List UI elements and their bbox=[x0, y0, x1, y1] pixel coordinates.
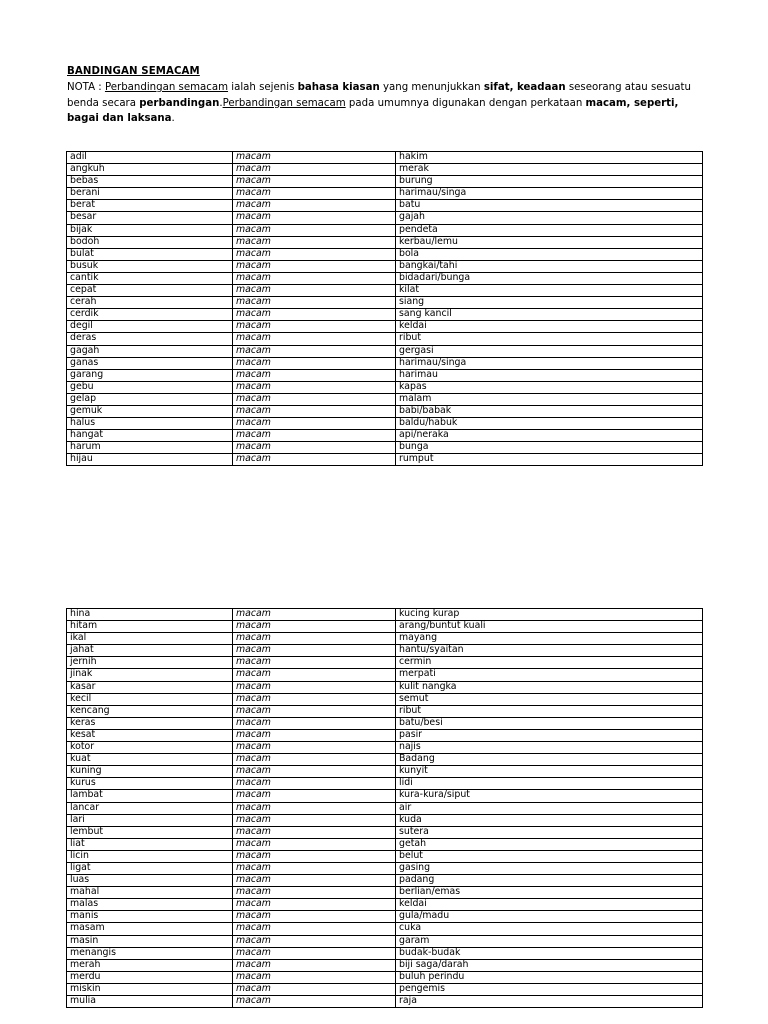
word-cell: keras bbox=[67, 717, 233, 729]
table-row bbox=[67, 729, 703, 741]
word-cell: hitam bbox=[67, 621, 233, 633]
word-cell: ikal bbox=[67, 633, 233, 645]
comparator-cell: macam bbox=[233, 826, 396, 838]
comparator-cell: macam bbox=[233, 705, 396, 717]
comparator-cell: macam bbox=[233, 802, 396, 814]
word-cell: cantik bbox=[67, 272, 233, 284]
comparator-cell: macam bbox=[233, 260, 396, 272]
simile-cell: bola bbox=[396, 248, 703, 260]
word-cell: cerdik bbox=[67, 309, 233, 321]
word-cell: miskin bbox=[67, 983, 233, 995]
table-row bbox=[67, 742, 703, 754]
word-cell: manis bbox=[67, 911, 233, 923]
document-heading: BANDINGAN SEMACAM bbox=[67, 66, 200, 77]
word-cell: jahat bbox=[67, 645, 233, 657]
word-cell: merdu bbox=[67, 971, 233, 983]
simile-cell: semut bbox=[396, 693, 703, 705]
note-text-2: yang menunjukkan bbox=[379, 82, 484, 93]
simile-cell: sang kancil bbox=[396, 309, 703, 321]
simile-cell: batu bbox=[396, 200, 703, 212]
word-cell: bulat bbox=[67, 248, 233, 260]
simile-cell: api/neraka bbox=[396, 430, 703, 442]
word-cell: ganas bbox=[67, 357, 233, 369]
simile-cell: biji saga/darah bbox=[396, 959, 703, 971]
simile-cell: buluh perindu bbox=[396, 971, 703, 983]
word-cell: harum bbox=[67, 442, 233, 454]
word-cell: hina bbox=[67, 609, 233, 621]
word-cell: garang bbox=[67, 369, 233, 381]
word-cell: kurus bbox=[67, 778, 233, 790]
table-row bbox=[67, 862, 703, 874]
word-cell: mahal bbox=[67, 887, 233, 899]
comparator-cell: macam bbox=[233, 309, 396, 321]
comparator-cell: macam bbox=[233, 430, 396, 442]
table-row bbox=[67, 693, 703, 705]
table-row bbox=[67, 369, 703, 381]
table-row bbox=[67, 260, 703, 272]
comparator-cell: macam bbox=[233, 272, 396, 284]
table-row bbox=[67, 272, 703, 284]
simile-cell: ribut bbox=[396, 333, 703, 345]
simile-cell: garam bbox=[396, 935, 703, 947]
comparator-cell: macam bbox=[233, 321, 396, 333]
simile-cell: cermin bbox=[396, 657, 703, 669]
note-bold-3: perbandingan bbox=[139, 97, 220, 109]
comparator-cell: macam bbox=[233, 405, 396, 417]
simile-cell: siang bbox=[396, 297, 703, 309]
comparator-cell: macam bbox=[233, 971, 396, 983]
word-cell: degil bbox=[67, 321, 233, 333]
simile-cell: sutera bbox=[396, 826, 703, 838]
word-cell: gagah bbox=[67, 345, 233, 357]
note-bold-1: bahasa kiasan bbox=[297, 82, 380, 93]
word-cell: busuk bbox=[67, 260, 233, 272]
comparator-cell: macam bbox=[233, 657, 396, 669]
simile-cell: burung bbox=[396, 176, 703, 188]
simile-cell: harimau/singa bbox=[396, 357, 703, 369]
comparator-cell: macam bbox=[233, 297, 396, 309]
comparator-cell: macam bbox=[233, 418, 396, 430]
simile-cell: bangkai/tahi bbox=[396, 260, 703, 272]
comparator-cell: macam bbox=[233, 717, 396, 729]
table-row bbox=[67, 393, 703, 405]
comparator-cell: macam bbox=[233, 947, 396, 959]
comparator-cell: macam bbox=[233, 983, 396, 995]
simile-cell: hantu/syaitan bbox=[396, 645, 703, 657]
table-row bbox=[67, 681, 703, 693]
table-row bbox=[67, 850, 703, 862]
comparator-cell: macam bbox=[233, 754, 396, 766]
simile-cell: hakim bbox=[396, 152, 703, 164]
word-cell: angkuh bbox=[67, 164, 233, 176]
word-cell: halus bbox=[67, 418, 233, 430]
table-row bbox=[67, 442, 703, 454]
simile-cell: rumput bbox=[396, 454, 703, 466]
table-row bbox=[67, 983, 703, 995]
word-cell: luas bbox=[67, 875, 233, 887]
comparator-cell: macam bbox=[233, 345, 396, 357]
word-cell: gelap bbox=[67, 393, 233, 405]
comparator-cell: macam bbox=[233, 935, 396, 947]
simile-cell: berlian/emas bbox=[396, 887, 703, 899]
simile-cell: batu/besi bbox=[396, 717, 703, 729]
comparator-cell: macam bbox=[233, 369, 396, 381]
simile-cell: gergasi bbox=[396, 345, 703, 357]
table-row bbox=[67, 826, 703, 838]
simile-cell: pendeta bbox=[396, 224, 703, 236]
table-row bbox=[67, 200, 703, 212]
comparator-cell: macam bbox=[233, 236, 396, 248]
word-cell: masam bbox=[67, 923, 233, 935]
table-row bbox=[67, 357, 703, 369]
simile-cell: getah bbox=[396, 838, 703, 850]
note-text-3: seseorang atau sesuatu benda secara bbox=[67, 82, 692, 109]
comparator-cell: macam bbox=[233, 454, 396, 466]
table-row bbox=[67, 152, 703, 164]
note-text-1: ialah sejenis bbox=[228, 82, 298, 93]
simile-cell: ribut bbox=[396, 705, 703, 717]
comparator-cell: macam bbox=[233, 212, 396, 224]
note-term-1: Perbandingan semacam bbox=[104, 82, 229, 93]
simile-cell: air bbox=[396, 802, 703, 814]
note-text-5: pada umumnya digunakan dengan perkataan bbox=[345, 97, 586, 109]
comparator-cell: macam bbox=[233, 200, 396, 212]
table-row bbox=[67, 333, 703, 345]
simile-cell: merpati bbox=[396, 669, 703, 681]
word-cell: bodoh bbox=[67, 236, 233, 248]
simile-cell: cuka bbox=[396, 923, 703, 935]
table-row bbox=[67, 176, 703, 188]
comparator-cell: macam bbox=[233, 248, 396, 260]
table-row bbox=[67, 754, 703, 766]
table-row bbox=[67, 224, 703, 236]
table-row bbox=[67, 717, 703, 729]
simile-cell: merak bbox=[396, 164, 703, 176]
table-row bbox=[67, 212, 703, 224]
simile-cell: mayang bbox=[396, 633, 703, 645]
simile-cell: keldai bbox=[396, 321, 703, 333]
simile-cell: lidi bbox=[396, 778, 703, 790]
word-cell: berat bbox=[67, 200, 233, 212]
word-cell: jinak bbox=[67, 669, 233, 681]
word-cell: besar bbox=[67, 212, 233, 224]
word-cell: licin bbox=[67, 850, 233, 862]
table-row bbox=[67, 911, 703, 923]
comparator-cell: macam bbox=[233, 996, 396, 1008]
word-cell: gebu bbox=[67, 381, 233, 393]
note-bold-4: macam, seperti, bagai dan laksana bbox=[67, 97, 679, 124]
comparator-cell: macam bbox=[233, 814, 396, 826]
simile-cell: babi/babak bbox=[396, 405, 703, 417]
table-row bbox=[67, 899, 703, 911]
word-cell: lari bbox=[67, 814, 233, 826]
table-row bbox=[67, 430, 703, 442]
word-cell: adil bbox=[67, 152, 233, 164]
note-text-6: . bbox=[171, 113, 175, 124]
table-row bbox=[67, 947, 703, 959]
word-cell: bijak bbox=[67, 224, 233, 236]
word-cell: gemuk bbox=[67, 405, 233, 417]
word-cell: menangis bbox=[67, 947, 233, 959]
table-row bbox=[67, 838, 703, 850]
table-row bbox=[67, 454, 703, 466]
word-cell: malas bbox=[67, 899, 233, 911]
comparator-cell: macam bbox=[233, 742, 396, 754]
note-term-2: Perbandingan semacam bbox=[222, 97, 346, 109]
simile-cell: Badang bbox=[396, 754, 703, 766]
comparator-cell: macam bbox=[233, 766, 396, 778]
comparator-cell: macam bbox=[233, 633, 396, 645]
comparator-cell: macam bbox=[233, 609, 396, 621]
table-row bbox=[67, 887, 703, 899]
word-cell: cepat bbox=[67, 285, 233, 297]
simile-cell: kucing kurap bbox=[396, 609, 703, 621]
simile-cell: kulit nangka bbox=[396, 681, 703, 693]
comparator-cell: macam bbox=[233, 887, 396, 899]
note-text-4: . bbox=[219, 97, 223, 109]
note-paragraph bbox=[67, 80, 707, 127]
comparator-cell: macam bbox=[233, 899, 396, 911]
comparator-cell: macam bbox=[233, 778, 396, 790]
simile-cell: najis bbox=[396, 742, 703, 754]
comparator-cell: macam bbox=[233, 333, 396, 345]
simile-cell: kura-kura/siput bbox=[396, 790, 703, 802]
table-row bbox=[67, 236, 703, 248]
comparison-table-1 bbox=[66, 151, 703, 466]
simile-cell: belut bbox=[396, 850, 703, 862]
table-row bbox=[67, 633, 703, 645]
table-row bbox=[67, 164, 703, 176]
table-row bbox=[67, 248, 703, 260]
word-cell: kuat bbox=[67, 754, 233, 766]
word-cell: kotor bbox=[67, 742, 233, 754]
comparator-cell: macam bbox=[233, 959, 396, 971]
comparator-cell: macam bbox=[233, 669, 396, 681]
word-cell: ligat bbox=[67, 862, 233, 874]
word-cell: hangat bbox=[67, 430, 233, 442]
word-cell: lembut bbox=[67, 826, 233, 838]
simile-cell: kunyit bbox=[396, 766, 703, 778]
simile-cell: arang/buntut kuali bbox=[396, 621, 703, 633]
table-row bbox=[67, 188, 703, 200]
table-row bbox=[67, 405, 703, 417]
simile-cell: bidadari/bunga bbox=[396, 272, 703, 284]
note-prefix: NOTA : bbox=[67, 82, 105, 93]
table-row bbox=[67, 285, 703, 297]
comparator-cell: macam bbox=[233, 862, 396, 874]
table-row bbox=[67, 778, 703, 790]
simile-cell: pengemis bbox=[396, 983, 703, 995]
simile-cell: kilat bbox=[396, 285, 703, 297]
comparator-cell: macam bbox=[233, 152, 396, 164]
word-cell: kuning bbox=[67, 766, 233, 778]
simile-cell: harimau bbox=[396, 369, 703, 381]
simile-cell: keldai bbox=[396, 899, 703, 911]
comparator-cell: macam bbox=[233, 850, 396, 862]
word-cell: merah bbox=[67, 959, 233, 971]
table-row bbox=[67, 321, 703, 333]
table-row bbox=[67, 814, 703, 826]
comparator-cell: macam bbox=[233, 176, 396, 188]
table-row bbox=[67, 790, 703, 802]
table-row bbox=[67, 297, 703, 309]
word-cell: lambat bbox=[67, 790, 233, 802]
word-cell: kencang bbox=[67, 705, 233, 717]
table-row bbox=[67, 657, 703, 669]
table-row bbox=[67, 345, 703, 357]
table-row bbox=[67, 645, 703, 657]
comparator-cell: macam bbox=[233, 188, 396, 200]
word-cell: kesat bbox=[67, 729, 233, 741]
comparator-cell: macam bbox=[233, 693, 396, 705]
table-row bbox=[67, 418, 703, 430]
comparator-cell: macam bbox=[233, 923, 396, 935]
word-cell: lancar bbox=[67, 802, 233, 814]
comparator-cell: macam bbox=[233, 681, 396, 693]
table-row bbox=[67, 609, 703, 621]
table-row bbox=[67, 309, 703, 321]
note-bold-2: sifat, keadaan bbox=[483, 82, 566, 93]
comparator-cell: macam bbox=[233, 164, 396, 176]
comparator-cell: macam bbox=[233, 285, 396, 297]
word-cell: hijau bbox=[67, 454, 233, 466]
word-cell: kasar bbox=[67, 681, 233, 693]
comparator-cell: macam bbox=[233, 224, 396, 236]
table-row bbox=[67, 802, 703, 814]
comparator-cell: macam bbox=[233, 442, 396, 454]
comparator-cell: macam bbox=[233, 875, 396, 887]
simile-cell: budak-budak bbox=[396, 947, 703, 959]
simile-cell: kuda bbox=[396, 814, 703, 826]
comparator-cell: macam bbox=[233, 838, 396, 850]
simile-cell: padang bbox=[396, 875, 703, 887]
word-cell: liat bbox=[67, 838, 233, 850]
simile-cell: harimau/singa bbox=[396, 188, 703, 200]
table-row bbox=[67, 705, 703, 717]
comparator-cell: macam bbox=[233, 393, 396, 405]
comparator-cell: macam bbox=[233, 790, 396, 802]
simile-cell: gajah bbox=[396, 212, 703, 224]
simile-cell: kerbau/lemu bbox=[396, 236, 703, 248]
simile-cell: kapas bbox=[396, 381, 703, 393]
comparator-cell: macam bbox=[233, 621, 396, 633]
word-cell: mulia bbox=[67, 996, 233, 1008]
word-cell: jernih bbox=[67, 657, 233, 669]
table-row bbox=[67, 971, 703, 983]
comparator-cell: macam bbox=[233, 381, 396, 393]
word-cell: kecil bbox=[67, 693, 233, 705]
table-row bbox=[67, 959, 703, 971]
simile-cell: bunga bbox=[396, 442, 703, 454]
comparator-cell: macam bbox=[233, 911, 396, 923]
table-row bbox=[67, 875, 703, 887]
comparator-cell: macam bbox=[233, 729, 396, 741]
word-cell: cerah bbox=[67, 297, 233, 309]
word-cell: bebas bbox=[67, 176, 233, 188]
comparison-table-2 bbox=[66, 608, 703, 1008]
table-row bbox=[67, 621, 703, 633]
comparator-cell: macam bbox=[233, 645, 396, 657]
table-row bbox=[67, 923, 703, 935]
comparator-cell: macam bbox=[233, 357, 396, 369]
simile-cell: gula/madu bbox=[396, 911, 703, 923]
simile-cell: malam bbox=[396, 393, 703, 405]
table-row bbox=[67, 669, 703, 681]
word-cell: deras bbox=[67, 333, 233, 345]
simile-cell: pasir bbox=[396, 729, 703, 741]
word-cell: berani bbox=[67, 188, 233, 200]
simile-cell: raja bbox=[396, 996, 703, 1008]
table-row bbox=[67, 996, 703, 1008]
word-cell: masin bbox=[67, 935, 233, 947]
table-row bbox=[67, 766, 703, 778]
table-row bbox=[67, 381, 703, 393]
simile-cell: gasing bbox=[396, 862, 703, 874]
table-row bbox=[67, 935, 703, 947]
simile-cell: baldu/habuk bbox=[396, 418, 703, 430]
